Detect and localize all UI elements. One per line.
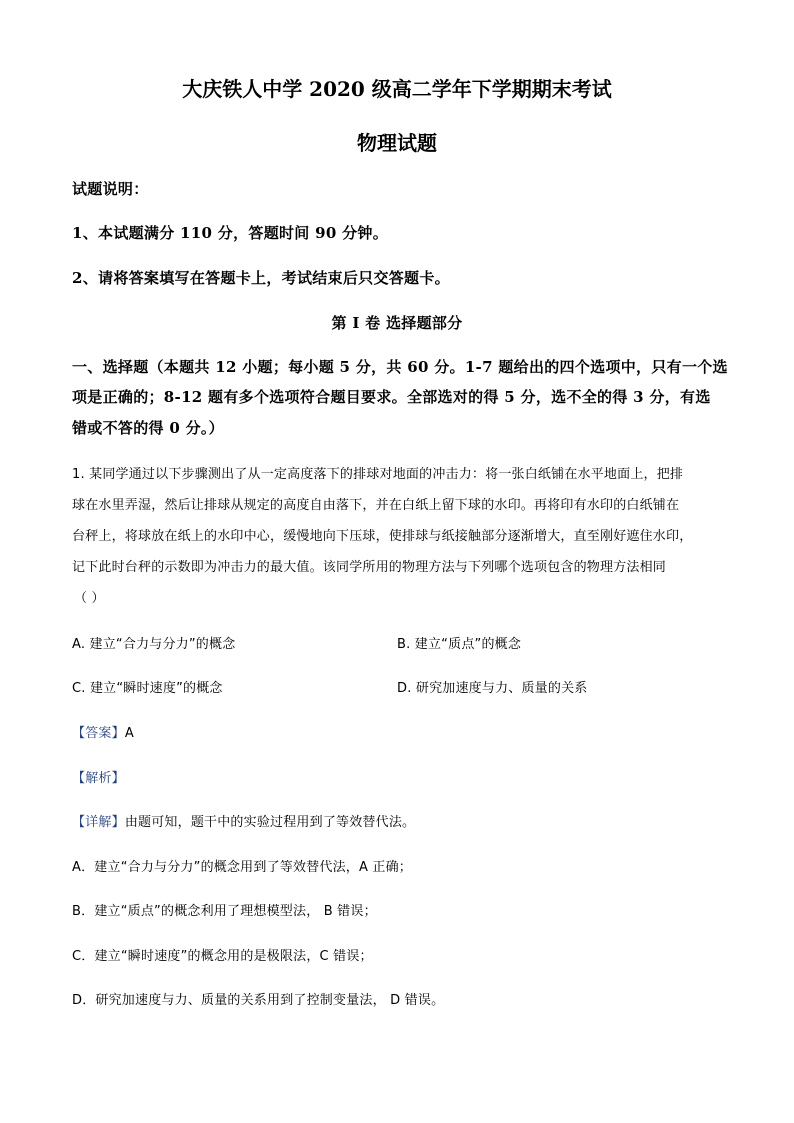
question-stem-line-2: 球在水里弄湿，然后让排球从规定的高度自由落下，并在白纸上留下球的水印。再将印有水印的白纸铺在: [72, 498, 680, 513]
detail-text: 由题可知，题干中的实验过程用到了等效替代法。: [124, 815, 416, 830]
instructions-heading: 试题说明：: [72, 180, 149, 198]
explanation-d: D．研究加速度与力、质量的关系用到了控制变量法， D 错误。: [72, 993, 445, 1008]
section-intro-line-1: 一、选择题（本题共 12 小题；每小题 5 分，共 60 分。1-7 题给出的四个选项中，只有一个选: [72, 358, 728, 376]
instruction-item-2: 2、请将答案填写在答题卡上，考试结束后只交答题卡。: [72, 269, 450, 287]
instruction-item-1: 1、本试题满分 110 分，答题时间 90 分钟。: [72, 224, 389, 242]
answer-tag: 【答案】: [72, 726, 125, 741]
option-b: B. 建立“质点”的概念: [397, 637, 522, 652]
detail-tag: 【详解】: [72, 815, 125, 830]
section-intro-line-2: 项是正确的；8-12 题有多个选项符合题目要求。全部选对的得 5 分，选不全的得 3 分，有选: [72, 388, 711, 406]
question-stem-line-1: 1. 某同学通过以下步骤测出了从一定高度落下的排球对地面的冲击力：将一张白纸铺在水平地面上，把排: [72, 467, 684, 482]
question-answer-blank: （ ）: [74, 591, 105, 606]
answer-line: [72, 722, 134, 741]
explanation-c: C．建立“瞬时速度”的概念用的是极限法，C 错误；: [72, 949, 373, 964]
detail-line: [72, 811, 415, 830]
answer-value: A: [124, 726, 134, 741]
analysis-tag: 【解析】: [72, 771, 125, 786]
option-c: C. 建立“瞬时速度”的概念: [72, 681, 223, 696]
explanation-b: B．建立“质点”的概念利用了理想模型法， B 错误；: [72, 904, 377, 919]
section-intro-line-3: 错或不答的得 0 分。）: [72, 419, 224, 437]
option-a: A. 建立“合力与分力”的概念: [72, 637, 236, 652]
question-stem-line-3: 台秤上，将球放在纸上的水印中心，缓慢地向下压球，使排球与纸接触部分逐渐增大，直至刚好遮住水印，: [72, 529, 693, 544]
question-stem-line-4: 记下此时台秤的示数即为冲击力的最大值。该同学所用的物理方法与下列哪个选项包含的物理方法相同: [72, 560, 667, 575]
exam-subtitle: 物理试题: [357, 131, 437, 155]
option-d: D. 研究加速度与力、质量的关系: [397, 681, 588, 696]
explanation-a: A．建立“合力与分力”的概念用到了等效替代法，A 正确；: [72, 860, 412, 875]
section-title: 第 I 卷 选择题部分: [331, 314, 463, 332]
exam-title: 大庆铁人中学 2020 级高二学年下学期期末考试: [182, 77, 612, 101]
